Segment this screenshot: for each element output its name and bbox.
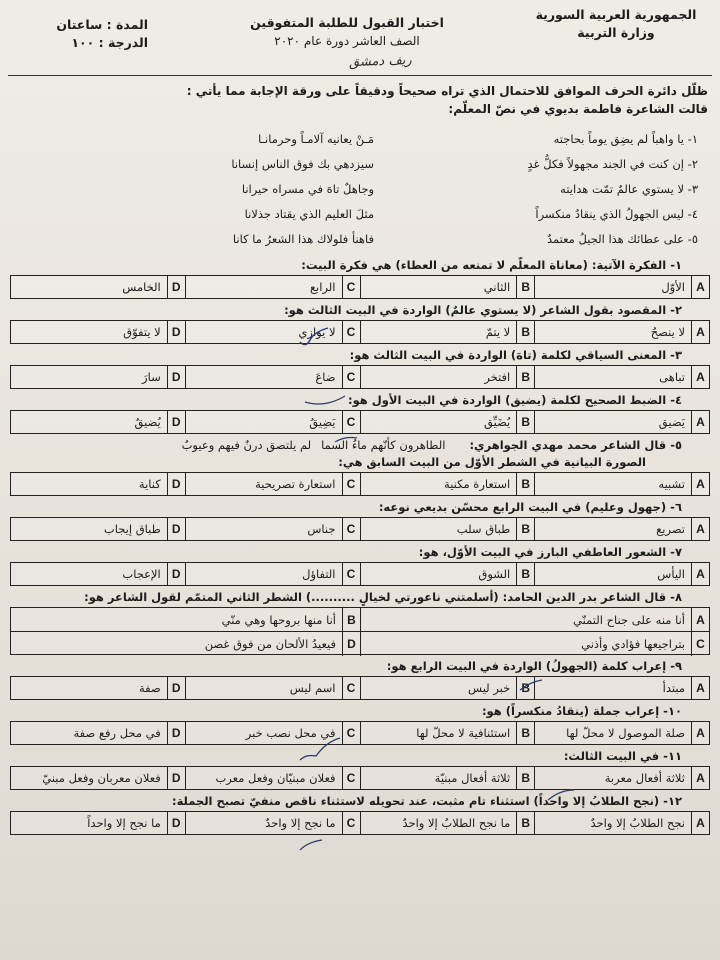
answer-options [10,275,710,299]
answer-option[interactable] [11,608,360,632]
option-text: سارَ [142,370,161,384]
option-text: في محل نصب خبر [245,726,336,740]
answer-options [10,676,710,700]
answer-option[interactable] [360,677,535,699]
option-letter: C [342,366,360,388]
option-text: الشوق [478,567,511,581]
pen-tick-7 [300,840,322,850]
poem-verse [8,176,712,201]
question-5-citation [8,437,712,454]
option-letter: C [342,722,360,744]
option-letter: C [691,632,709,656]
option-letter: B [516,677,534,699]
answer-option[interactable] [360,767,535,789]
answer-option[interactable] [360,366,535,388]
option-text: يُضَيِّق [484,415,511,429]
question [8,302,712,344]
option-text: طباق إيجاب [103,522,161,536]
question [8,589,712,655]
option-text: ما نجح الطلابُ إلا واحدٌ [402,816,511,830]
question [8,454,712,496]
poem-verse [8,201,712,226]
answer-option[interactable] [185,321,360,343]
header-authority [526,6,706,42]
question-stem: ٤- الضبط الصحيح لكلمة (يضيق) الواردة في البيت الأول هو: [347,393,682,407]
header-exam-info [232,14,462,50]
option-letter: C [342,767,360,789]
answer-option[interactable] [534,366,709,388]
option-text: استعارة تصريحية [255,477,336,491]
answer-option[interactable] [11,563,185,585]
option-text: لا يتفوّق [123,325,161,339]
answer-option[interactable] [11,411,185,433]
option-text: يَضِيقُ [309,415,336,429]
question-stem: ٦- (جهول وعليم) في البيت الرابع محسّن بديعي نوعه: [378,500,682,514]
country-name: الجمهورية العربية السورية [535,7,697,22]
option-letter: B [516,276,534,298]
poem-verse [8,226,712,251]
ministry-name: وزارة التربية [577,25,655,40]
option-text: تشبيه [658,477,685,491]
option-text: اسم ليس [289,681,336,695]
option-text: أنا منها بروحها وهي منّي [221,612,336,627]
answer-option[interactable] [11,632,360,656]
question [8,257,712,299]
answer-options [10,365,710,389]
option-letter: B [516,518,534,540]
instruction-text: ظلّل دائرة الحرف الموافق للاحتمال الذي تراه صحيحاً ودقيقاً على ورقة الإجابة مما يأتي : [186,84,708,98]
option-text: نجح الطلابُ إلا واحدٌ [590,816,685,830]
option-text: جناس [307,522,336,536]
option-letter: C [342,677,360,699]
handwritten-note: ريف دمشق [349,52,413,71]
option-letter: B [516,321,534,343]
option-letter: D [167,722,185,744]
option-text: اليأس [657,567,685,581]
answer-options [10,517,710,541]
answer-options [10,472,710,496]
option-text: كناية [138,477,161,491]
question-5-stem: ٥- قال الشاعر محمد مهدي الجواهري: [469,438,682,452]
answer-option[interactable] [360,812,535,834]
answer-options [10,811,710,835]
option-text: ما نجح إلا واحداً [87,816,161,830]
question-stem: ١- الفكرة الآتية: (معاناة المعلّم لا تمنعه من العطاء) هي فكرة البيت: [301,258,682,272]
exam-title: اختبار القبول للطلبة المتفوقين [250,15,444,30]
answer-option[interactable] [11,321,185,343]
answer-option[interactable] [11,722,185,744]
answer-option[interactable] [185,366,360,388]
option-letter: C [342,321,360,343]
option-letter: A [691,563,709,585]
option-letter: D [167,563,185,585]
option-letter: D [167,473,185,495]
option-letter: D [167,366,185,388]
option-text: بتراجيعها فؤادي وأذني [581,637,685,651]
answer-option[interactable] [534,722,709,744]
question [8,499,712,541]
option-letter: D [167,677,185,699]
option-letter: A [691,366,709,388]
answer-options [10,721,710,745]
exam-subtitle: الصف العاشر دورة عام ٢٠٢٠ [274,34,420,48]
option-letter: A [691,276,709,298]
verse-first-hemistich: ١- يا واهباً لم يضِق يوماً بحاجته [553,131,698,146]
verse-first-hemistich: ٣- لا يستوي عالمٌ تمّت هدايته [560,181,698,196]
option-text: افتخر [484,370,511,384]
answer-option[interactable] [360,518,535,540]
answer-option[interactable] [185,677,360,699]
option-text: ثلاثة أفعال معربة [604,771,685,785]
answer-option[interactable] [185,276,360,298]
option-text: لا يتمّ [485,325,511,339]
poem-verse [8,151,712,176]
question-stem: ١١- في البيت الثالث: [563,749,682,763]
option-text: فيعيدُ الألحان من فوق غصن [204,637,336,651]
poem-verse [8,126,712,151]
question-stem: ٩- إعراب كلمة (الجهولُ) الواردة في البيت الرابع هو: [386,659,682,673]
option-text: فعلان مبنيّان وفعل معرب [215,771,336,785]
option-text: خبر ليس [468,681,511,695]
option-text: ثلاثة أفعال مبنيّة [434,771,511,785]
verse-second-hemistich: مَـنْ يعانيه آلامـاً وحرمانـا [258,131,374,146]
option-text: ضاعَ [315,370,336,384]
answer-option[interactable] [185,722,360,744]
answer-option[interactable] [11,677,185,699]
header-meta [28,16,148,52]
answer-options [10,766,710,790]
option-text: الخامس [122,280,161,294]
question [8,793,712,835]
option-text: ما نجح إلا واحدٌ [265,816,336,830]
answer-option[interactable] [185,812,360,834]
verse-second-hemistich: فاهنأ فلولاك هذا الشعرُ ما كانا [232,231,374,246]
option-letter: D [167,812,185,834]
question-stem: ٧- الشعور العاطفي البارز في البيت الأوّل، هو: [418,545,682,559]
answer-options [10,320,710,344]
answer-option[interactable] [534,276,709,298]
option-letter: C [342,473,360,495]
option-letter: A [691,677,709,699]
option-letter: A [691,722,709,744]
exam-header [8,4,712,76]
option-text: مبتدأ [662,681,685,695]
option-text: الإعجاب [122,567,161,581]
answer-options [10,562,710,586]
question [8,347,712,389]
quoted-verse-second: لم يلتصق درنٌ فيهم وعيوبُ [181,438,312,452]
answer-option[interactable] [534,767,709,789]
answer-option[interactable] [360,473,535,495]
option-letter: C [342,411,360,433]
question [8,392,712,434]
option-letter: A [691,411,709,433]
answer-option[interactable] [360,563,535,585]
questions [8,257,712,835]
option-text: تباهى [659,370,685,384]
option-letter: D [342,632,360,656]
option-text: لا ينصحُ [650,325,685,339]
answer-option[interactable] [11,767,185,789]
answer-option[interactable] [360,276,535,298]
option-letter: B [516,722,534,744]
verse-second-hemistich: مثلَ العليم الذي يقتاد جذلانا [244,206,374,221]
answer-option[interactable] [360,608,709,632]
verse-second-hemistich: وجاهلٌ تاهَ في مسراه حيرانا [241,181,374,196]
answer-option[interactable] [11,276,185,298]
question-stem: ١٠- إعراب جملة (ينقادُ منكسراً) هو: [481,704,682,718]
option-letter: A [691,473,709,495]
answer-option[interactable] [534,411,709,433]
option-letter: B [516,473,534,495]
verse-second-hemistich: سيزدهي بك فوق الناس إنسانا [231,156,374,171]
answer-option[interactable] [360,321,535,343]
option-letter: B [342,608,360,631]
answer-option[interactable] [360,411,535,433]
verse-first-hemistich: ٢- إن كنت في الجند مجهولاً فكلُّ غدٍ [527,156,698,171]
question-stem: ٢- المقصود بقول الشاعر (لا يستوي عالمٌ) الواردة في البيت الثالث هو: [284,303,682,317]
option-text: في محل رفع صفة [73,726,161,740]
answer-options [10,607,710,655]
option-letter: B [516,767,534,789]
option-text: فعلان معربان وفعل مبنيّ [42,771,161,785]
option-letter: D [167,518,185,540]
option-letter: D [167,767,185,789]
option-text: تصريع [656,522,685,536]
option-letter: D [167,276,185,298]
option-letter: A [691,767,709,789]
option-letter: C [342,276,360,298]
question-stem: ٨- قال الشاعر بدر الدين الحامد: (أسلمتني ناعورتي لخيالٍ ..........) الشطر الثاني المتمّم لقول الشاعر هو: [84,590,682,604]
answer-option[interactable] [534,518,709,540]
option-text: لا يوازي [298,325,336,339]
answer-option[interactable] [11,518,185,540]
option-letter: D [167,321,185,343]
answer-option[interactable] [534,321,709,343]
question [8,544,712,586]
answer-option[interactable] [534,812,709,834]
option-letter: A [691,608,709,631]
quoted-verse-first: الطاهرون كأنّهم ماءُ السما [321,438,446,452]
option-text: الأوّل [661,280,685,294]
option-letter: D [167,411,185,433]
answer-option[interactable] [534,677,709,699]
answer-options [10,410,710,434]
answer-option[interactable] [534,563,709,585]
option-letter: A [691,812,709,834]
question-stem: الصورة البيانية في الشطر الأوّل من البيت السابق هي: [338,455,646,469]
option-letter: C [342,518,360,540]
option-letter: B [516,563,534,585]
answer-option[interactable] [185,767,360,789]
option-text: الرابع [309,280,336,294]
answer-option[interactable] [11,473,185,495]
option-text: صفة [139,681,161,695]
answer-option[interactable] [185,473,360,495]
option-text: صلة الموصول لا محلّ لها [566,726,685,740]
option-letter: B [516,411,534,433]
option-letter: A [691,518,709,540]
option-letter: B [516,812,534,834]
poem [8,126,712,251]
option-text: الثاني [483,280,511,294]
question-stem: ٣- المعنى السياقي لكلمة (تاهَ) الواردة في البيت الثالث هو: [349,348,682,362]
option-text: طباق سلب [456,522,511,536]
option-text: التفاؤل [302,567,336,581]
option-text: أنا منه على جناح التمنّي [573,612,685,627]
answer-option[interactable] [185,563,360,585]
option-text: يَضيق [658,415,685,429]
option-letter: C [342,812,360,834]
option-text: يُضيقُ [134,415,161,429]
option-letter: A [691,321,709,343]
verse-first-hemistich: ٤- ليس الجهولُ الذي ينقادُ منكسراً [535,206,698,221]
answer-option[interactable] [360,722,535,744]
option-letter: C [342,563,360,585]
answer-option[interactable] [11,366,185,388]
answer-option[interactable] [360,632,709,656]
question [8,703,712,745]
answer-option[interactable] [185,411,360,433]
answer-option[interactable] [11,812,185,834]
answer-option[interactable] [185,518,360,540]
question-stem: ١٢- (نجح الطلابُ إلا واحداً) استثناء تام مثبت، عند تحويله لاستثناء ناقص منفيّ تصبح الجملة: [171,794,682,808]
poem-intro: قالت الشاعرة فاطمة بديوي في نصّ المعلّم: [448,102,708,116]
option-letter: B [516,366,534,388]
option-text: استئنافية لا محلّ لها [416,726,511,740]
question [8,658,712,700]
question [8,748,712,790]
exam-grade: الدرجة : ١٠٠ [71,35,148,50]
exam-duration: المدة : ساعتان [56,17,148,32]
answer-option[interactable] [534,473,709,495]
option-text: استعارة مكنية [444,477,511,491]
verse-first-hemistich: ٥- على عطائك هذا الجيلُ معتمدٌ [546,231,698,246]
